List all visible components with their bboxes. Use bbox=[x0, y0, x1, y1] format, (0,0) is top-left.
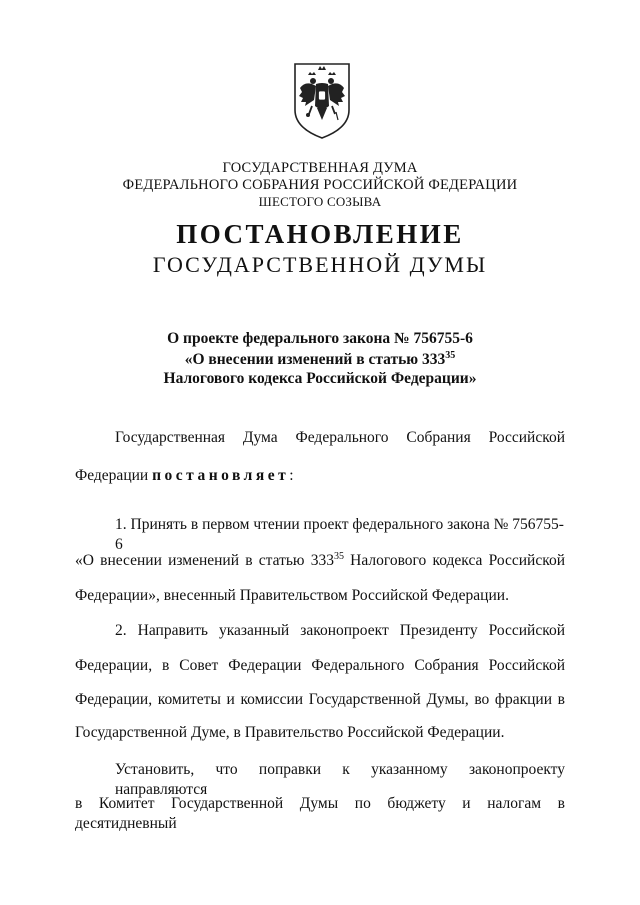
header-line-duma: ГОСУДАРСТВЕННАЯ ДУМА bbox=[222, 160, 418, 176]
subject-line-3: Налогового кодекса Российской Федерации» bbox=[163, 370, 477, 387]
item3-line-2: в Комитет Государственной Думы по бюджету и налогам в десятидневный bbox=[75, 795, 565, 832]
item1-line-2 bbox=[75, 551, 565, 571]
subject-line-2 bbox=[0, 350, 640, 369]
subject-line-2-text: «О внесении изменений в статью 333 bbox=[184, 351, 446, 369]
item2-line-3: Федерации, комитеты и комиссии Государственной Думы, во фракции в bbox=[75, 691, 565, 708]
preamble-line-1: Государственная Дума Федерального Собрания Российской bbox=[115, 429, 565, 446]
russian-coat-of-arms-icon bbox=[292, 62, 352, 140]
item2-line-4: Государственной Думе, в Правительство Российской Федерации. bbox=[75, 724, 505, 741]
item2-line-2: Федерации, в Совет Федерации Федерального Собрания Российской bbox=[75, 657, 565, 674]
header-line-assembly: ФЕДЕРАЛЬНОГО СОБРАНИЯ РОССИЙСКОЙ ФЕДЕРАЦИИ bbox=[122, 177, 518, 193]
document-title: ПОСТАНОВЛЕНИЕ bbox=[176, 219, 464, 249]
item1-text-b: Налогового кодекса Российской bbox=[343, 552, 565, 569]
document-subtitle: ГОСУДАРСТВЕННОЙ ДУМЫ bbox=[152, 252, 488, 277]
preamble-colon: : bbox=[289, 467, 294, 484]
article-superscript: 35 bbox=[445, 350, 456, 361]
item1-text-a: «О внесении изменений в статью 333 bbox=[75, 552, 334, 569]
item3-line-1: Установить, что поправки к указанному законопроекту направляются bbox=[115, 761, 565, 798]
item1-line-1: 1. Принять в первом чтении проект федерального закона № 756755-6 bbox=[115, 516, 564, 553]
header-line-convocation: ШЕСТОГО СОЗЫВА bbox=[258, 194, 382, 209]
item2-line-1: 2. Направить указанный законопроект Президенту Российской bbox=[115, 622, 565, 639]
item1-line-3: Федерации», внесенный Правительством Российской Федерации. bbox=[75, 587, 509, 604]
subject-line-1: О проекте федерального закона № 756755-6 bbox=[167, 330, 473, 347]
item1-superscript: 35 bbox=[333, 550, 344, 562]
preamble-line-2 bbox=[75, 466, 565, 486]
resolves-word: постановляет bbox=[152, 467, 290, 484]
preamble-text: Федерации bbox=[75, 467, 153, 484]
